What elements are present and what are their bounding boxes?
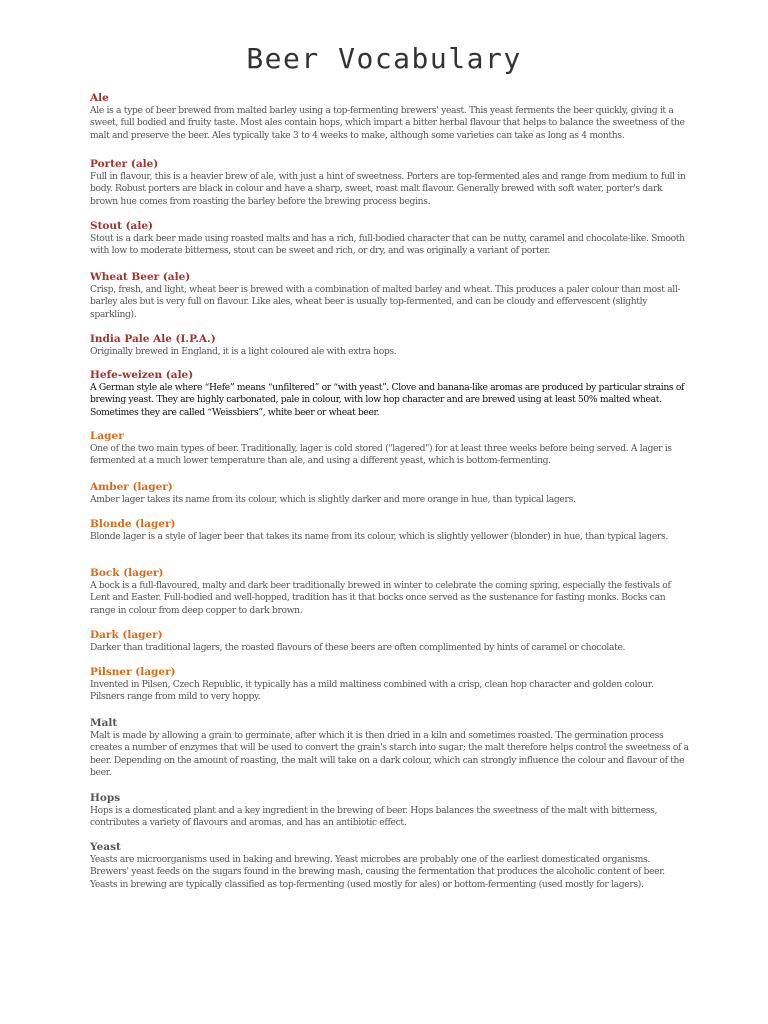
term-heading: Pilsner (lager) — [90, 666, 176, 678]
entry-stout — [90, 220, 690, 271]
term-heading: Hefe-weizen (ale) — [90, 369, 194, 381]
entry-ale — [90, 92, 690, 158]
term-heading: Ale — [90, 92, 109, 104]
entry-malt — [90, 717, 690, 792]
term-definition: Originally brewed in England, it is a light coloured ale with extra hops. — [90, 346, 397, 357]
term-definition: One of the two main types of beer. Traditionally, lager is cold stored ("lagered") for at least three weeks before being served. A lager is fermented at a much lower temperature than ale, and using a different yeast, which is bottom-fermenting. — [90, 443, 672, 467]
term-heading: Wheat Beer (ale) — [90, 271, 191, 283]
entry-yeast — [90, 841, 690, 911]
entry-ipa — [90, 333, 690, 369]
term-definition: Amber lager takes its name from its colour, which is slightly darker and more orange in hue, than typical lagers. — [90, 494, 576, 505]
term-definition: Invented in Pilsen, Czech Republic, it typically has a mild maltiness combined with a crisp, clean hop character and golden colour. Pilsners range from mild to very hoppy. — [90, 679, 654, 703]
term-definition: Stout is a dark beer made using roasted malts and has a rich, full-bodied character that can be nutty, caramel and chocolate-like. Smooth with low to moderate bitterness, stout can be sweet and rich, or dry, and was originally a variant of porter. — [90, 233, 685, 257]
term-heading: Bock (lager) — [90, 567, 164, 579]
term-heading: Dark (lager) — [90, 629, 163, 641]
entry-blonde — [90, 518, 690, 567]
term-heading: Amber (lager) — [90, 481, 173, 493]
entry-bock — [90, 567, 690, 629]
term-definition: Full in flavour, this is a heavier brew of ale, with just a hint of sweetness. Porters are top-fermented ales and range from medium to full in body. Robust porters are black in colour and have a sharp, sweet, roast malt flavour. Generally brewed with soft water, porter's dark brown hue comes from roasting the barley before the brewing process begins. — [90, 171, 686, 207]
term-definition: A bock is a full-flavoured, malty and dark beer traditionally brewed in winter to celebrate the coming spring, especially the festivals of Lent and Easter. Full-bodied and well-hopped, tradition has it that bocks once served as the sustenance for fasting monks. Bocks can range in colour from deep copper to dark brown. — [90, 580, 671, 616]
page-title: Beer Vocabulary — [246, 42, 522, 75]
term-definition: Ale is a type of beer brewed from malted barley using a top-fermenting brewers' yeast. This yeast ferments the beer quickly, giving it a sweet, full bodied and fruity taste. Most ales contain hops, which impart a bitter herbal flavour that helps to balance the sweetness of the malt and preserve the beer. Ales typically take 3 to 4 weeks to make, although some varieties can take as long as 4 months. — [90, 105, 685, 141]
term-definition: Hops is a domesticated plant and a key ingredient in the brewing of beer. Hops balances the sweetness of the malt with bitterness, contributes a variety of flavours and aromas, and has an antibiotic effect. — [90, 805, 658, 829]
vocabulary-list — [90, 92, 690, 911]
term-heading: Lager — [90, 430, 124, 442]
entry-wheat-beer — [90, 271, 690, 333]
entry-dark — [90, 629, 690, 666]
term-heading: Yeast — [90, 841, 121, 853]
term-heading: Porter (ale) — [90, 158, 159, 170]
entry-amber — [90, 481, 690, 518]
term-definition: Crisp, fresh, and light, wheat beer is brewed with a combination of malted barley and wheat. This produces a paler colour than most all-barley ales but is very full on flavour. Like ales, wheat beer is usually top-fermented, and can be cloudy and effervescent (slightly sparkling). — [90, 284, 681, 320]
term-heading: India Pale Ale (I.P.A.) — [90, 333, 216, 345]
entry-pilsner — [90, 666, 690, 717]
term-definition: Malt is made by allowing a grain to germinate, after which it is then dried in a kiln and sometimes roasted. The germination process creates a number of enzymes that will be used to convert the grain's starch into sugar; the malt therefore helps control the sweetness of a beer. Depending on the amount of roasting, the malt will take on a dark colour, which can strongly influence the colour and flavour of the beer. — [90, 730, 689, 779]
entry-hefe-weizen — [90, 369, 690, 430]
term-heading: Hops — [90, 792, 121, 804]
entry-porter — [90, 158, 690, 220]
term-heading: Stout (ale) — [90, 220, 153, 232]
term-heading: Malt — [90, 717, 118, 729]
term-definition: Darker than traditional lagers, the roasted flavours of these beers are often complimented by hints of caramel or chocolate. — [90, 642, 626, 653]
term-definition: Blonde lager is a style of lager beer that takes its name from its colour, which is slightly yellower (blonder) in hue, than typical lagers. — [90, 531, 668, 542]
entry-lager — [90, 430, 690, 481]
term-heading: Blonde (lager) — [90, 518, 176, 530]
entry-hops — [90, 792, 690, 841]
term-definition: Yeasts are microorganisms used in baking and brewing. Yeast microbes are probably one of the earliest domesticated organisms. Brewers' yeast feeds on the sugars found in the brewing mash, causing the fermentation that produces the alcoholic content of beer. Yeasts in brewing are typically classified as top-fermenting (used mostly for ales) or bottom-fermenting (used mostly for lagers). — [90, 854, 665, 890]
term-definition: A German style ale where “Hefe” means “unfiltered” or “with yeast”. Clove and banana-like aromas are produced by particular strains of brewing yeast. They are highly carbonated, pale in colour, with low hop character and are brewed using at least 50% malted wheat. Sometimes they are called “Weissbiers”, white beer or wheat beer. — [90, 382, 685, 418]
